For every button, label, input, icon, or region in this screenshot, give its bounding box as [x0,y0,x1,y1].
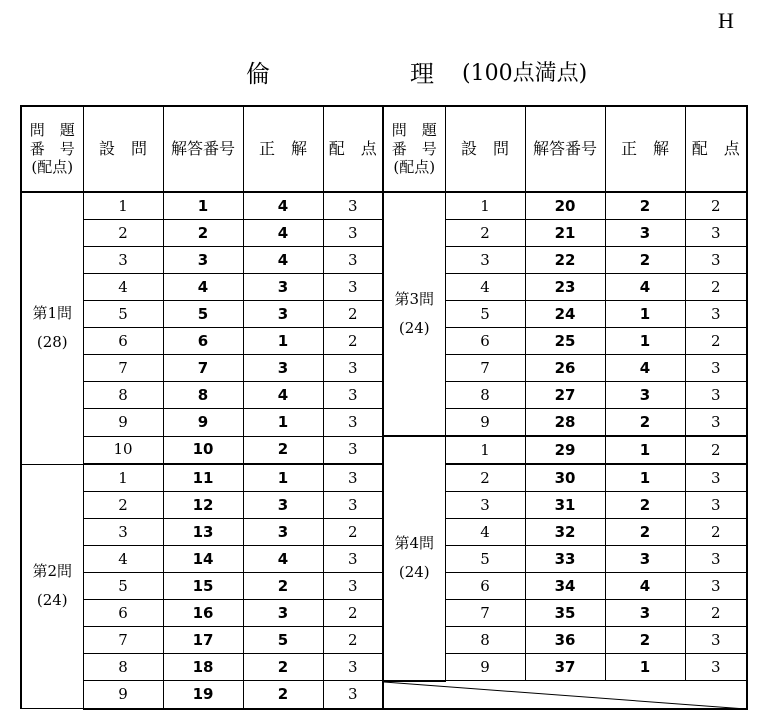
answer-number: 27 [525,382,605,409]
answer-number: 11 [163,464,243,492]
answer-number: 9 [163,409,243,437]
answer-key-table [20,105,748,710]
question-group-label [383,192,445,436]
points-value: 2 [685,519,747,546]
header-question-no-line-3: (配点) [31,158,74,177]
points-value: 3 [323,546,383,573]
answer-number: 35 [525,600,605,627]
question-group-points: (24) [398,319,430,337]
correct-answer: 4 [243,247,323,274]
points-value: 2 [685,600,747,627]
sub-question-number: 4 [445,519,525,546]
points-value: 3 [685,409,747,437]
table-row [21,436,747,464]
answer-number: 26 [525,355,605,382]
sub-question-number: 7 [445,355,525,382]
question-group-points: (28) [36,333,68,352]
answer-number: 21 [525,220,605,247]
points-value: 2 [685,274,747,301]
correct-answer: 4 [605,355,685,382]
question-group-label [21,464,83,709]
correct-answer: 1 [243,409,323,437]
correct-answer: 2 [605,247,685,274]
header-points-right: 配 点 [685,106,747,192]
answer-number: 36 [525,627,605,654]
sub-question-number: 7 [445,600,525,627]
diagonal-slash-icon [384,682,746,709]
correct-answer: 3 [605,600,685,627]
sub-question-number: 10 [83,436,163,464]
question-group-points: (24) [36,591,68,610]
header-sub-question: 設 問 [83,106,163,192]
answer-number: 30 [525,464,605,492]
points-value: 3 [323,247,383,274]
answer-number: 6 [163,328,243,355]
correct-answer: 1 [605,328,685,355]
points-value: 3 [685,220,747,247]
points-value: 3 [685,654,747,681]
points-value: 3 [323,220,383,247]
sub-question-number: 2 [445,464,525,492]
points-value: 3 [323,436,383,464]
points-value: 3 [323,355,383,382]
answer-number: 28 [525,409,605,437]
correct-answer: 2 [605,492,685,519]
answer-number: 18 [163,654,243,681]
sub-question-number: 2 [83,220,163,247]
answer-number: 7 [163,355,243,382]
answer-number: 34 [525,573,605,600]
points-value: 3 [685,464,747,492]
page-title [0,54,766,88]
answer-number: 14 [163,546,243,573]
points-value: 3 [685,382,747,409]
correct-answer: 3 [243,492,323,519]
correct-answer: 1 [605,654,685,681]
points-value: 2 [685,328,747,355]
header-sub-question-right: 設 問 [445,106,525,192]
points-value: 3 [685,627,747,654]
points-value: 2 [323,301,383,328]
correct-answer: 4 [243,546,323,573]
correct-answer: 1 [605,436,685,464]
sub-question-number: 6 [445,328,525,355]
header-question-no-right-line-2: 番 号 [391,139,437,158]
correct-answer: 4 [243,192,323,220]
points-value: 2 [323,600,383,627]
points-value: 3 [685,573,747,600]
sub-question-number: 3 [445,492,525,519]
sub-question-number: 7 [83,627,163,654]
points-value: 2 [685,436,747,464]
points-value: 3 [685,546,747,573]
sub-question-number: 3 [83,247,163,274]
points-value: 3 [685,355,747,382]
answer-number: 37 [525,654,605,681]
answer-number: 16 [163,600,243,627]
points-value: 2 [323,328,383,355]
answer-number: 2 [163,220,243,247]
header-question-no-right-line-1: 問 題 [391,120,437,139]
correct-answer: 4 [243,220,323,247]
points-value: 3 [323,382,383,409]
answer-number: 12 [163,492,243,519]
sub-question-number: 2 [445,220,525,247]
answer-number: 5 [163,301,243,328]
correct-answer: 3 [243,600,323,627]
points-value: 2 [323,627,383,654]
correct-answer: 2 [243,573,323,600]
correct-answer: 3 [605,382,685,409]
subject-char-1: 倫 [246,60,270,88]
correct-answer: 3 [605,546,685,573]
points-value: 3 [685,247,747,274]
question-group-name: 第2問 [32,562,73,581]
correct-answer: 2 [605,192,685,220]
sub-question-number: 4 [445,274,525,301]
question-group-label [383,436,445,681]
correct-answer: 1 [605,464,685,492]
sub-question-number: 8 [445,382,525,409]
sub-question-number: 4 [83,546,163,573]
question-group-points: (24) [398,563,430,582]
sub-question-number: 4 [83,274,163,301]
correct-answer: 3 [243,519,323,546]
correct-answer: 2 [243,436,323,464]
question-group-label [21,192,83,464]
answer-number: 15 [163,573,243,600]
points-value: 3 [323,681,383,709]
correct-answer: 2 [243,681,323,709]
points-value: 3 [323,464,383,492]
correct-answer: 5 [243,627,323,654]
sub-question-number: 1 [445,192,525,220]
answer-number: 24 [525,301,605,328]
sub-question-number: 9 [83,681,163,709]
correct-answer: 3 [243,355,323,382]
sub-question-number: 5 [445,301,525,328]
sub-question-number: 6 [83,328,163,355]
sub-question-number: 5 [445,546,525,573]
sub-question-number: 8 [83,654,163,681]
points-value: 3 [685,492,747,519]
sub-question-number: 3 [445,247,525,274]
question-group-name: 第4問 [394,534,435,553]
correct-answer: 3 [243,301,323,328]
header-row [21,106,747,192]
points-value: 3 [323,192,383,220]
correct-answer: 1 [243,328,323,355]
sub-question-number: 8 [445,627,525,654]
question-group-name: 第3問 [394,290,435,308]
sub-question-number: 7 [83,355,163,382]
answer-number: 13 [163,519,243,546]
answer-number: 33 [525,546,605,573]
header-question-no-right [383,106,445,192]
header-answer-no-right: 解答番号 [525,106,605,192]
question-group-name: 第1問 [32,304,73,323]
correct-answer: 4 [605,573,685,600]
answer-number: 10 [163,436,243,464]
sub-question-number: 2 [83,492,163,519]
answer-number: 29 [525,436,605,464]
answer-number: 17 [163,627,243,654]
points-value: 2 [323,519,383,546]
points-value: 2 [685,192,747,220]
answer-number: 25 [525,328,605,355]
correct-answer: 1 [243,464,323,492]
sub-question-number: 5 [83,301,163,328]
sub-question-number: 5 [83,573,163,600]
correct-answer: 3 [605,220,685,247]
empty-cell-slash [383,681,747,709]
sub-question-number: 1 [83,464,163,492]
correct-answer: 4 [243,382,323,409]
points-value: 3 [323,573,383,600]
header-correct-right: 正 解 [605,106,685,192]
header-question-no-right-line-3: (配点) [393,158,436,177]
answer-number: 20 [525,192,605,220]
full-marks-label: (100点満点) [462,61,588,86]
header-question-no-line-1: 問 題 [29,120,75,139]
answer-number: 19 [163,681,243,709]
header-question-no [21,106,83,192]
answer-number: 31 [525,492,605,519]
header-question-no-line-2: 番 号 [29,139,75,158]
correct-answer: 3 [243,274,323,301]
correct-answer: 2 [605,409,685,437]
sub-question-number: 9 [445,654,525,681]
header-correct: 正 解 [243,106,323,192]
points-value: 3 [323,274,383,301]
sub-question-number: 9 [445,409,525,437]
subject-char-2: 理 [410,60,434,88]
sub-question-number: 9 [83,409,163,437]
sub-question-number: 1 [445,436,525,464]
correct-answer: 2 [243,654,323,681]
points-value: 3 [323,492,383,519]
answer-number: 3 [163,247,243,274]
points-value: 3 [323,654,383,681]
sub-question-number: 8 [83,382,163,409]
correct-answer: 1 [605,301,685,328]
sub-question-number: 3 [83,519,163,546]
page-corner-mark: H [718,8,734,33]
answer-number: 22 [525,247,605,274]
table-row [21,681,747,709]
correct-answer: 4 [605,274,685,301]
answer-number: 4 [163,274,243,301]
correct-answer: 2 [605,627,685,654]
sub-question-number: 1 [83,192,163,220]
answer-number: 8 [163,382,243,409]
answer-number: 1 [163,192,243,220]
sub-question-number: 6 [83,600,163,627]
answer-number: 23 [525,274,605,301]
answer-number: 32 [525,519,605,546]
table-row [21,192,747,220]
header-answer-no: 解答番号 [163,106,243,192]
points-value: 3 [323,409,383,437]
header-points: 配 点 [323,106,383,192]
sub-question-number: 6 [445,573,525,600]
points-value: 3 [685,301,747,328]
correct-answer: 2 [605,519,685,546]
